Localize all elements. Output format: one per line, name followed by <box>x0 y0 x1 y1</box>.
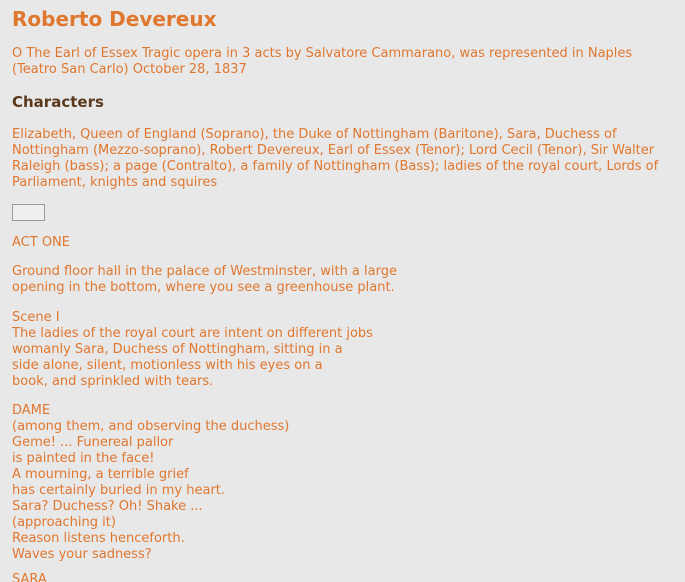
setting-line: opening in the bottom, where you see a greenhouse plant. <box>12 280 395 295</box>
scene-line: womanly Sara, Duchess of Nottingham, sitting in a <box>12 342 343 357</box>
setting-description <box>12 264 397 296</box>
placeholder-box <box>12 204 45 221</box>
scene-line: side alone, silent, motionless with his eyes on a <box>12 358 323 373</box>
page-title: Roberto Devereux <box>12 7 217 31</box>
characters-heading: Characters <box>12 93 104 111</box>
verse-line: Geme! ... Funereal pallor <box>12 435 174 450</box>
stage-direction: (among them, and observing the duchess) <box>12 419 290 434</box>
scene-heading: Scene I <box>12 310 60 325</box>
act-heading: ACT ONE <box>12 235 70 250</box>
verse-line: Sara? Duchess? Oh! Shake ... <box>12 499 203 514</box>
verse-line: has certainly buried in my heart. <box>12 483 226 498</box>
scene-line: The ladies of the royal court are intent on different jobs <box>12 326 373 341</box>
verse-line: Waves your sadness? <box>12 547 152 562</box>
speaker-name-cut: SARA <box>12 572 47 582</box>
opera-intro: O The Earl of Essex Tragic opera in 3 acts by Salvatore Cammarano, was represented in Naples (Teatro San Carlo) October 28, 1837 <box>12 46 633 77</box>
characters-list: Elizabeth, Queen of England (Soprano), the Duke of Nottingham (Baritone), Sara, Duchess of Nottingham (Mezzo-soprano), Robert Devereux, Earl of Essex (Tenor); Lord Cecil (Tenor), Sir Walter Raleigh (bass); a page (Contralto), a family of Nottingham (Bass); ladies of the royal court, Lords of Parliament, knights and squires <box>12 127 659 190</box>
verse-line: is painted in the face! <box>12 451 155 466</box>
scene-block <box>12 310 373 390</box>
stage-direction: (approaching it) <box>12 515 116 530</box>
verse-line: A mourning, a terrible grief <box>12 467 189 482</box>
dame-block <box>12 403 289 563</box>
scene-line: book, and sprinkled with tears. <box>12 374 214 389</box>
setting-line: Ground floor hall in the palace of Westminster, with a large <box>12 264 397 279</box>
verse-line: Reason listens henceforth. <box>12 531 185 546</box>
speaker-name: DAME <box>12 403 51 418</box>
